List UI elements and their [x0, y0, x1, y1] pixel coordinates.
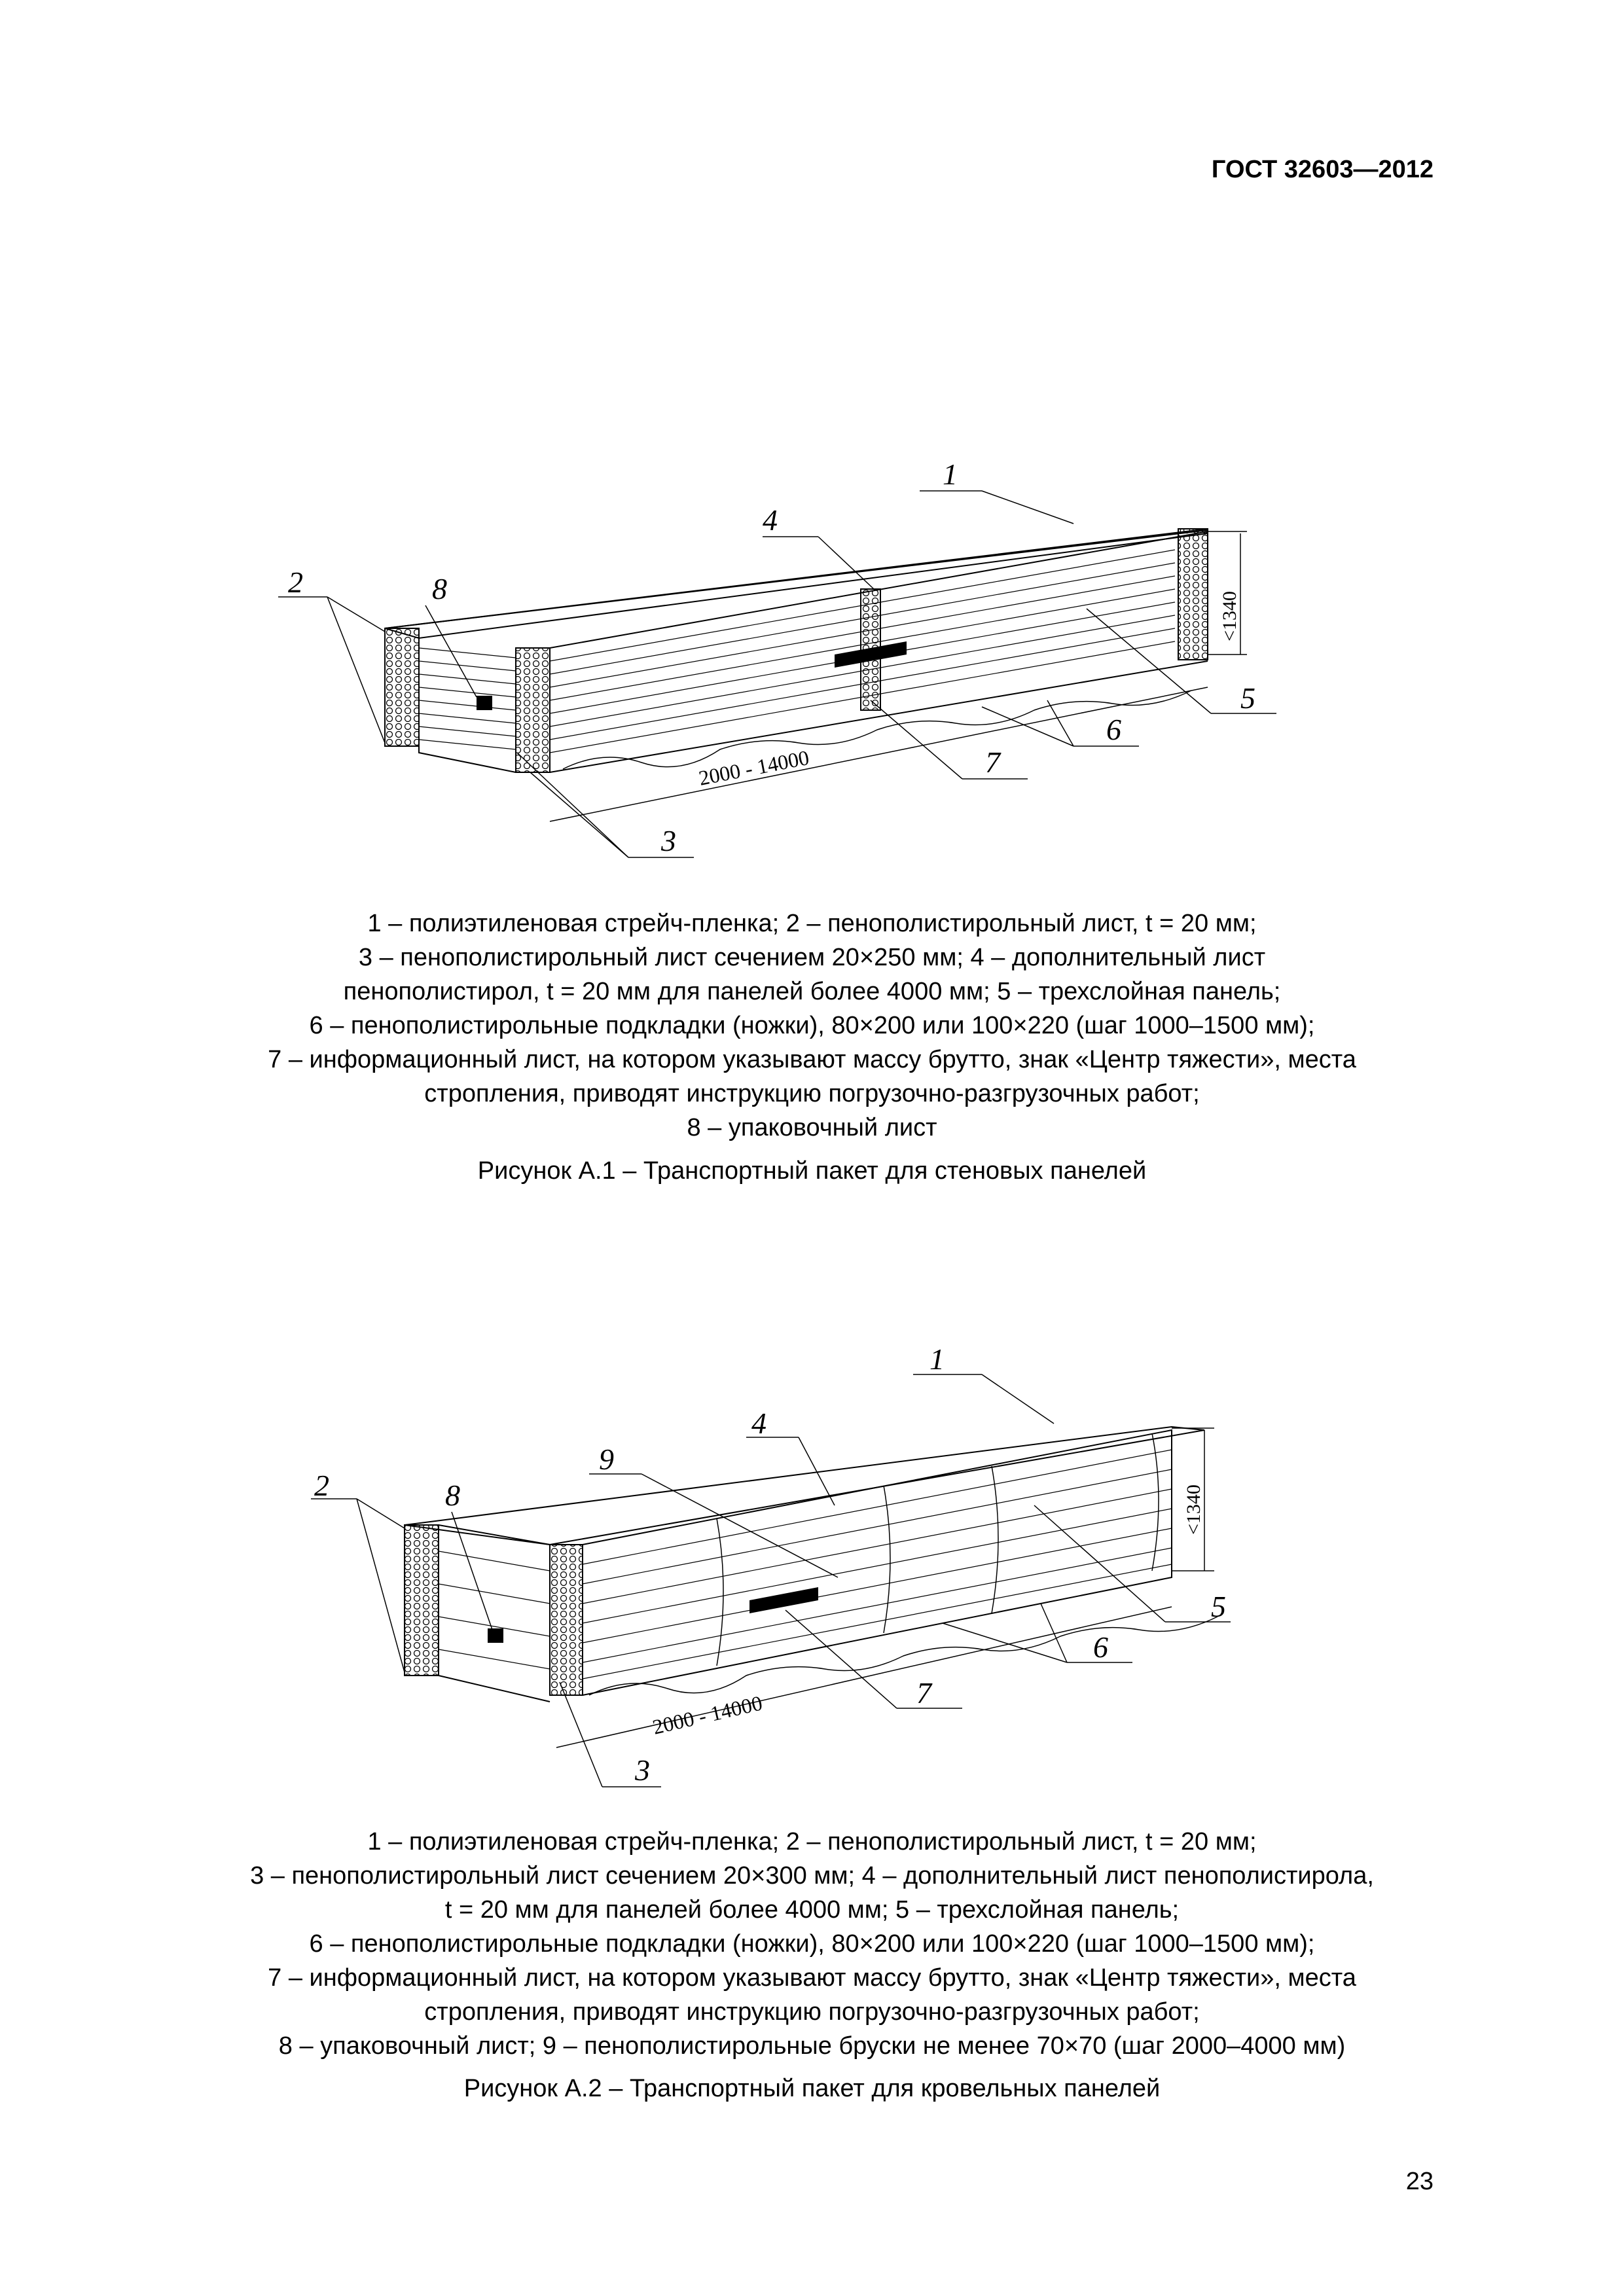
legend-line: 8 – упаковочный лист; 9 – пенополистирольные бруски не менее 70×70 (шаг 2000–4000 мм): [278, 2032, 1346, 2060]
legend-line: пенополистирол, t = 20 мм для панелей более 4000 мм; 5 – трехслойная панель;: [343, 978, 1281, 1005]
fig1-label-3: 3: [661, 824, 676, 857]
legend-line: 6 – пенополистирольные подкладки (ножки), 80×200 или 100×220 (шаг 1000–1500 мм);: [309, 1930, 1315, 1958]
legend-line: 6 – пенополистирольные подкладки (ножки), 80×200 или 100×220 (шаг 1000–1500 мм);: [309, 1012, 1315, 1039]
fig1-label-4: 4: [763, 503, 778, 537]
fig1-label-8: 8: [432, 572, 447, 605]
fig2-label-8: 8: [445, 1479, 460, 1512]
legend-line: стропления, приводят инструкцию погрузочно-разгрузочных работ;: [424, 1998, 1200, 2026]
fig2-label-4: 4: [751, 1407, 767, 1440]
legend-line: 7 – информационный лист, на котором указывают массу брутто, знак «Центр тяжести», места: [268, 1964, 1356, 1992]
legend-line: t = 20 мм для панелей более 4000 мм; 5 – трехслойная панель;: [444, 1896, 1180, 1924]
legend-line: 1 – полиэтиленовая стрейч-пленка; 2 – пенополистирольный лист, t = 20 мм;: [367, 1828, 1257, 1856]
fig2-label-6: 6: [1093, 1630, 1108, 1664]
fig2-label-9: 9: [599, 1443, 614, 1476]
fig2-label-1: 1: [929, 1342, 945, 1376]
fig1-dim-length: 2000 - 14000: [696, 745, 811, 790]
figure-2-legend: [0, 1825, 1624, 2063]
fig1-label-2: 2: [288, 565, 303, 599]
fig2-label-3: 3: [635, 1753, 650, 1787]
fig1-label-7: 7: [985, 745, 1000, 779]
fig1-label-6: 6: [1106, 713, 1121, 746]
fig1-dim-height: <1340: [1219, 591, 1240, 641]
fig2-dim-height: <1340: [1183, 1484, 1204, 1535]
figure-2-title: Рисунок А.2 – Транспортный пакет для кровельных панелей: [463, 2075, 1161, 2102]
fig1-label-1: 1: [943, 457, 958, 491]
figure-1-drawing: [0, 452, 1624, 870]
legend-line: 3 – пенополистирольный лист сечением 20×250 мм; 4 – дополнительный лист: [358, 944, 1266, 971]
legend-line: 3 – пенополистирольный лист сечением 20×300 мм; 4 – дополнительный лист пенополистирола,: [250, 1862, 1374, 1890]
page-number: 23: [1405, 2168, 1434, 2195]
legend-line: 8 – упаковочный лист: [687, 1114, 937, 1141]
document-id: ГОСТ 32603—2012: [1211, 156, 1434, 183]
fig2-label-7: 7: [916, 1676, 931, 1710]
legend-line: стропления, приводят инструкцию погрузочно-разгрузочных работ;: [424, 1080, 1200, 1107]
fig2-dim-length: 2000 - 14000: [650, 1691, 765, 1739]
legend-line: 1 – полиэтиленовая стрейч-пленка; 2 – пенополистирольный лист, t = 20 мм;: [367, 910, 1257, 937]
legend-line: 7 – информационный лист, на котором указывают массу брутто, знак «Центр тяжести», места: [268, 1046, 1356, 1073]
figure-1-legend: [0, 906, 1624, 1145]
figure-1-title: Рисунок А.1 – Транспортный пакет для стеновых панелей: [477, 1157, 1147, 1185]
fig1-label-5: 5: [1240, 681, 1255, 715]
fig2-label-2: 2: [314, 1469, 329, 1502]
figure-2-drawing: [0, 1335, 1624, 1806]
fig2-label-5: 5: [1211, 1590, 1226, 1623]
